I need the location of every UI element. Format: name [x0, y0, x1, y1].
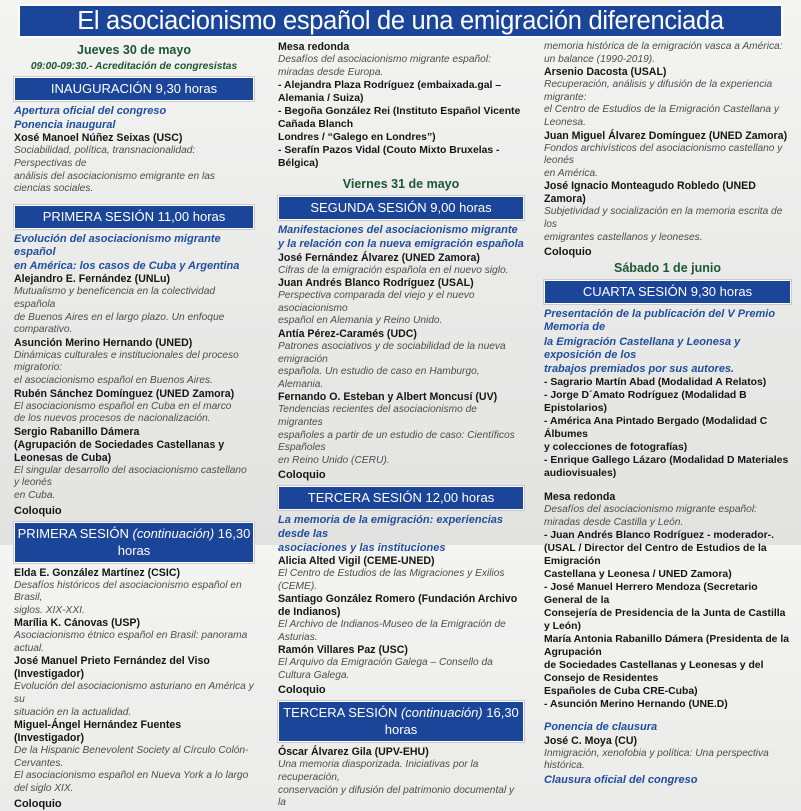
paper-title-line: El asociacionismo español en Nueva York a lo largo del siglo XIX.: [14, 770, 249, 795]
session-theme-line: Manifestaciones del asociacionismo migrante: [278, 224, 518, 237]
mesa-redonda-subtitle-line: miradas desde Castilla y León.: [544, 516, 684, 528]
mesa-redonda-subtitle-line: Desafíos del asociacionismo migrante español:: [544, 504, 757, 516]
paper-title-line: Una memoria diasporizada. Iniciativas por la recuperación,: [278, 759, 479, 784]
session-bar-cuarta: CUARTA SESIÓN 9,30 horas: [544, 280, 791, 304]
award-winner: - América Ana Pintado Bergado (Modalidad C Álbumes: [544, 416, 768, 441]
paper-title-line: de Buenos Aires en el largo plazo. Un enfoque comparativo.: [14, 311, 225, 336]
paper-title-line: Asociacionismo étnico español en Brasil: panorama actual.: [14, 630, 248, 654]
mesa-participant: - Alejandra Plaza Rodríguez (embaixada.gal – Alemania / Suiza): [278, 80, 502, 105]
paper-title-line: emigrantes castellanos y leoneses.: [544, 231, 703, 243]
ponencia-inaugural-label: Ponencia inaugural: [14, 119, 116, 132]
paper-title-line: un balance (1990-2019).: [544, 53, 656, 65]
paper-title-line: español en Alemania y Reino Unido.: [278, 315, 443, 327]
mesa-participant-cont: Castellana y Leonesa / UNED Zamora): [544, 569, 732, 581]
paper-title-line: el asociacionismo español en Buenos Aires.: [14, 374, 213, 386]
speaker-name: Fernando O. Esteban y Albert Moncusí (UV): [278, 391, 498, 404]
mesa-participant: - Asunción Merino Hernando (UNE.D): [544, 699, 728, 711]
award-winner-cont: audiovisuales): [544, 468, 617, 480]
mesa-redonda-subtitle-line: Desafíos del asociacionismo migrante español:: [278, 54, 491, 65]
apertura-label: Apertura oficial del congreso: [14, 105, 167, 117]
session-bar-segunda: SEGUNDA SESIÓN 9,00 horas: [278, 196, 524, 220]
paper-title-line: El Archivo de Indianos-Museo de la Emigración de Asturias.: [278, 619, 506, 643]
speaker-name: Miguel-Ángel Hernández Fuentes (Investigador): [14, 719, 182, 745]
paper-title-line: De la Hispanic Benevolent Society al Círculo Colón-Cervantes.: [14, 745, 249, 769]
session-theme-line: trabajos premiados por sus autores.: [544, 362, 735, 375]
paper-title-line: en Reino Unido (CERU).: [278, 454, 390, 466]
coloquio-label: Coloquio: [278, 469, 326, 482]
program-column-2: [266, 41, 534, 809]
paper-title-line: Inmigración, xenofobia y política: Una perspectiva histórica.: [544, 747, 769, 772]
paper-title-line: en Cuba.: [14, 489, 56, 501]
speaker-name: Xosé Manoel Núñez Seixas (USC): [14, 132, 183, 145]
paper-title-line: El Arquivo da Emigración Galega – Consello da Cultura Galega.: [278, 657, 493, 681]
session-bar-continuation: (continuación): [132, 525, 215, 541]
paper-title-line: Tendencias recientes del asociacionismo de migrantes: [278, 404, 477, 428]
paper-title-line: Subjetividad y socialización en la memoria escrita de los: [544, 206, 783, 230]
date-heading-friday: Viernes 31 de mayo: [342, 177, 460, 192]
paper-title-line: situación en la actualidad.: [14, 706, 132, 718]
mesa-redonda-subtitle-line: miradas desde Europa.: [278, 66, 384, 78]
program-column-1: [0, 41, 266, 810]
speaker-name: Juan Miguel Álvarez Domínguez (UNED Zamora): [544, 129, 788, 142]
speaker-name: Sergio Rabanillo Dámera: [14, 425, 140, 438]
mesa-participant: - José Manuel Herrero Mendoza (Secretario General de la: [544, 582, 758, 607]
program-columns: [0, 41, 801, 810]
session-theme-line: y la relación con la nueva emigración española: [278, 238, 524, 251]
speaker-name: Antía Pérez-Caramés (UDC): [278, 327, 417, 340]
coloquio-label: Coloquio: [14, 504, 62, 517]
speaker-name: José C. Moya (CU): [544, 734, 638, 747]
date-heading-thursday: Jueves 30 de mayo: [77, 43, 191, 57]
session-bar-primera: PRIMERA SESIÓN 11,00 horas: [14, 205, 254, 229]
session-theme-line: Evolución del asociacionismo migrante español: [14, 232, 221, 258]
session-bar-continuation: (continuación): [400, 705, 483, 721]
session-bar-inauguracion: INAUGURACIÓN 9,30 horas: [14, 77, 254, 101]
mesa-participant-cont: (USAL / Director del Centro de Estudios de la Emigración: [544, 543, 767, 568]
paper-title-line: en América.: [544, 167, 598, 179]
paper-title-line: Dinámicas culturales e institucionales del proceso migratorio:: [14, 349, 239, 374]
award-winner: - Sagrario Martín Abad (Modalidad A Relatos): [544, 377, 767, 389]
paper-title-line: Mutualismo y beneficencia en la colectividad española: [14, 286, 216, 310]
session-bar-title: PRIMERA SESIÓN: [17, 525, 129, 541]
session-bar-title: TERCERA SESIÓN: [283, 705, 398, 721]
session-theme-line: asociaciones y las instituciones: [278, 541, 446, 554]
paper-title-line: Desafíos históricos del asociacionismo español en Brasil,: [14, 579, 242, 604]
session-bar-time: 16,30 horas: [384, 705, 519, 738]
speaker-name: Óscar Álvarez Gila (UPV-EHU): [278, 746, 429, 759]
paper-title-line: El singular desarrollo del asociacionismo castellano y leonés: [14, 464, 247, 489]
accreditation-note: 09:00-09:30.- Acreditación de congresistas: [30, 61, 238, 72]
mesa-redonda-heading: Mesa redonda: [544, 491, 616, 504]
paper-title-line: El asociacionismo español en Cuba en el marco: [14, 400, 232, 412]
program-column-3: [534, 41, 801, 786]
paper-title-line: española. Un estudio de caso en Hamburgo, Alemania.: [278, 366, 480, 390]
mesa-participant: María Antonia Rabanillo Dámera (Presidenta de la Agrupación: [544, 634, 790, 659]
mesa-participant: - Begoña González Rei (Instituto Español Vicente Cañada Blanch: [278, 106, 521, 131]
paper-title-line: Sociabilidad, política, transnacionalidad: Perspectivas de: [14, 145, 196, 169]
speaker-name: Santiago González Romero (Fundación Archivo de Indianos): [278, 593, 518, 619]
coloquio-label: Coloquio: [544, 246, 592, 259]
speaker-name: Rubén Sánchez Domínguez (UNED Zamora): [14, 387, 235, 400]
session-bar-tercera: TERCERA SESIÓN 12,00 horas: [278, 486, 524, 510]
paper-title-line: conservación y difusión del patrimonio documental y la: [278, 784, 515, 809]
mesa-participant-cont: de Sociedades Castellanas y Leonesas y del Consejo de Residentes: [544, 660, 764, 685]
paper-title-line: El Centro de Estudios de las Migraciones y Exilios (CEME).: [278, 567, 505, 592]
page-title: El asociacionismo español de una emigración diferenciada: [77, 7, 724, 35]
session-theme-line: la Emigración Castellana y Leonesa y exposición de los: [544, 335, 741, 361]
session-bar-tercera-continuacion: [278, 701, 524, 742]
speaker-name: Arsenio Dacosta (USAL): [544, 66, 667, 79]
speaker-name: Juan Andrés Blanco Rodríguez (USAL): [278, 277, 474, 290]
poster-title-banner: [18, 4, 783, 38]
coloquio-label: Coloquio: [278, 684, 326, 697]
paper-title-line: análisis del asociacionismo emigrante en las ciencias sociales.: [14, 170, 216, 195]
paper-title-line: españoles a partir de un estudio de caso: Científicos Españoles: [278, 429, 515, 454]
speaker-affiliation: (Investigador): [14, 668, 85, 681]
award-winner: - Jorge D´Amato Rodríguez (Modalidad B Epistolarios): [544, 390, 747, 415]
speaker-name: José Ignacio Monteagudo Robledo (UNED Zamora): [544, 180, 756, 206]
speaker-name: Elda E. González Martínez (CSIC): [14, 566, 180, 579]
paper-title-line: Evolución del asociacionismo asturiano en América y su: [14, 681, 254, 706]
paper-title-line: el Centro de Estudios de la Emigración Castellana y Leonesa.: [544, 104, 780, 128]
coloquio-label: Coloquio: [14, 797, 62, 810]
session-bar-primera-continuacion: [14, 522, 254, 563]
mesa-participant: - Juan Andrés Blanco Rodríguez - moderador-.: [544, 530, 774, 542]
date-heading-saturday: Sábado 1 de junio: [614, 261, 721, 276]
award-winner: - Enrique Gallego Lázaro (Modalidad D Materiales: [544, 455, 789, 467]
speaker-name: José Manuel Prieto Fernández del Viso: [14, 655, 210, 668]
session-theme-line: Presentación de la publicación del V Premio Memoria de: [544, 308, 776, 334]
speaker-name: Alejandro E. Fernández (UNLu): [14, 273, 170, 286]
award-winner-cont: y colecciones de fotografías): [544, 442, 688, 454]
speaker-name: Alicia Alted Vigil (CEME-UNED): [278, 554, 435, 567]
paper-title-line: memoria histórica de la emigración vasca a América:: [544, 41, 783, 52]
paper-title-line: Patrones asociativos y de sociabilidad de la nueva emigración: [278, 340, 506, 365]
paper-title-line: Recuperación, análisis y difusión de la experiencia migrante:: [544, 79, 773, 103]
speaker-name: Ramón Villares Paz (USC): [278, 644, 408, 657]
speaker-name: Marília K. Cánovas (USP): [14, 617, 140, 630]
mesa-participant-cont: Londres / “Galego en Londres”): [278, 132, 436, 144]
mesa-participant: - Serafín Pazos Vidal (Couto Mixto Bruxelas - Bélgica): [278, 145, 500, 170]
clausura-oficial-label: Clausura oficial del congreso: [544, 773, 698, 786]
mesa-redonda-heading: Mesa redonda: [278, 41, 350, 53]
paper-title-line: Perspectiva comparada del viejo y el nuevo asociacionismo: [278, 290, 475, 314]
session-bar-time: 16,30 horas: [117, 525, 251, 558]
speaker-affiliation: (Agrupación de Sociedades Castellanas y Leonesas de Cuba): [14, 438, 225, 464]
session-theme-line: en América: los casos de Cuba y Argentina: [14, 260, 240, 273]
paper-title-line: Cifras de la emigración española en el nuevo siglo.: [278, 264, 509, 276]
mesa-participant-cont: Españoles de Cuba CRE-Cuba): [544, 686, 698, 698]
session-theme-line: La memoria de la emigración: experiencias desde las: [278, 514, 503, 540]
paper-title-line: Fondos archivísticos del asociacionismo castellano y leonés: [544, 142, 783, 167]
speaker-name: Asunción Merino Hernando (UNED): [14, 336, 193, 349]
speaker-name: José Fernández Álvarez (UNED Zamora): [278, 251, 480, 264]
ponencia-clausura-label: Ponencia de clausura: [544, 721, 658, 734]
mesa-participant-cont: Consejería de Presidencia de la Junta de Castilla y León): [544, 608, 786, 633]
paper-title-line: de los nuevos procesos de nacionalización.: [14, 413, 211, 425]
paper-title-line: siglos. XIX-XXI.: [14, 604, 85, 616]
